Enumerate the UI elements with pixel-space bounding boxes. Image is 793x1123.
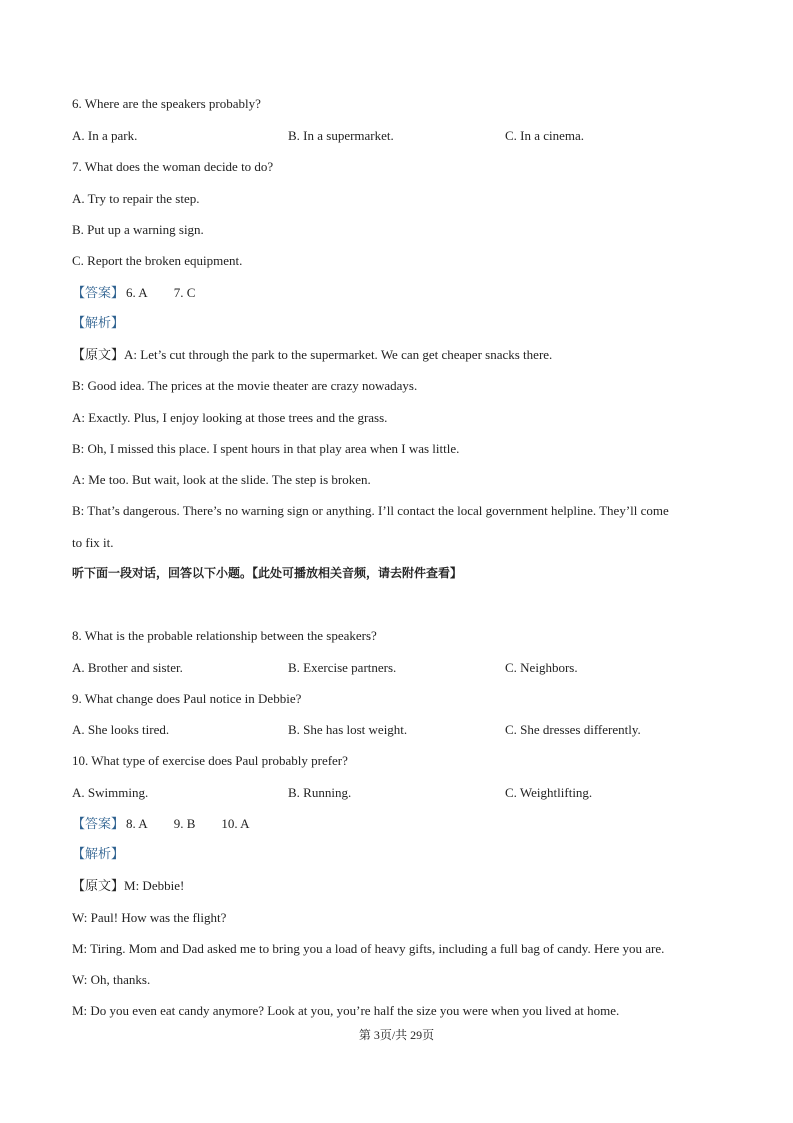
transcript-1-line-4: B: Oh, I missed this place. I spent hours in that play area when I was little. xyxy=(72,441,460,456)
q9-option-b: B. She has lost weight. xyxy=(288,722,408,737)
analysis-tag: 【解析】 xyxy=(72,846,125,861)
answer-10: 10. A xyxy=(221,816,250,831)
q10-option-c: C. Weightlifting. xyxy=(505,785,593,800)
q10-option-a: A. Swimming. xyxy=(72,785,149,800)
q6-option-b: B. In a supermarket. xyxy=(288,128,394,143)
q6-option-c: C. In a cinema. xyxy=(505,128,585,143)
transcript-2-line-5: M: Do you even eat candy anymore? Look at you, you’re half the size you were when you lived at home. xyxy=(72,1003,620,1018)
question-6: 6. Where are the speakers probably? xyxy=(72,96,261,111)
answer-tag: 【答案】 xyxy=(72,285,125,300)
transcript-2-line-3: M: Tiring. Mom and Dad asked me to bring you a load of heavy gifts, including a full bag of candy. Here you are. xyxy=(72,941,665,956)
transcript-1-line-5: A: Me too. But wait, look at the slide. The step is broken. xyxy=(72,472,371,487)
transcript-2-line-4: W: Oh, thanks. xyxy=(72,972,151,987)
transcript-1-line-7: to fix it. xyxy=(72,535,114,550)
question-10: 10. What type of exercise does Paul probably prefer? xyxy=(72,753,348,768)
transcript-text: A: Let’s cut through the park to the supermarket. We can get cheaper snacks there. xyxy=(124,347,553,362)
answer-6: 6. A xyxy=(126,285,148,300)
q8-option-c: C. Neighbors. xyxy=(505,660,578,675)
q9-option-a: A. She looks tired. xyxy=(72,722,170,737)
q6-option-a: A. In a park. xyxy=(72,128,138,143)
answer-line-8-10 xyxy=(72,816,250,832)
transcript-text: M: Debbie! xyxy=(124,878,185,893)
transcript-1-line-3: A: Exactly. Plus, I enjoy looking at those trees and the grass. xyxy=(72,410,388,425)
answer-9: 9. B xyxy=(173,816,196,831)
q8-option-b: B. Exercise partners. xyxy=(288,660,397,675)
original-tag: 【原文】 xyxy=(72,878,125,893)
question-9: 9. What change does Paul notice in Debbie? xyxy=(72,691,302,706)
analysis-tag: 【解析】 xyxy=(72,315,125,330)
transcript-2-line-1 xyxy=(72,878,184,894)
question-8: 8. What is the probable relationship between the speakers? xyxy=(72,628,377,643)
q7-option-b: B. Put up a warning sign. xyxy=(72,222,204,237)
q9-option-c: C. She dresses differently. xyxy=(505,722,641,737)
answer-line-6-7 xyxy=(72,285,195,301)
transcript-1-line-6: B: That’s dangerous. There’s no warning sign or anything. I’ll contact the local government helpline. They’ll come xyxy=(72,503,669,518)
answer-tag: 【答案】 xyxy=(72,816,125,831)
page-footer: 第 3页/共 29页 xyxy=(358,1028,435,1042)
listening-instruction: 听下面一段对话，回答以下小题。【此处可播放相关音频，请去附件查看】 xyxy=(72,566,463,580)
transcript-1-line-2: B: Good idea. The prices at the movie theater are crazy nowadays. xyxy=(72,378,418,393)
answer-7: 7. C xyxy=(173,285,196,300)
q7-option-a: A. Try to repair the step. xyxy=(72,191,200,206)
answer-8: 8. A xyxy=(126,816,148,831)
q7-option-c: C. Report the broken equipment. xyxy=(72,253,243,268)
q10-option-b: B. Running. xyxy=(288,785,352,800)
question-7: 7. What does the woman decide to do? xyxy=(72,159,274,174)
transcript-2-line-2: W: Paul! How was the flight? xyxy=(72,910,227,925)
original-tag: 【原文】 xyxy=(72,347,125,362)
q8-option-a: A. Brother and sister. xyxy=(72,660,183,675)
transcript-1-line-1 xyxy=(72,347,552,363)
